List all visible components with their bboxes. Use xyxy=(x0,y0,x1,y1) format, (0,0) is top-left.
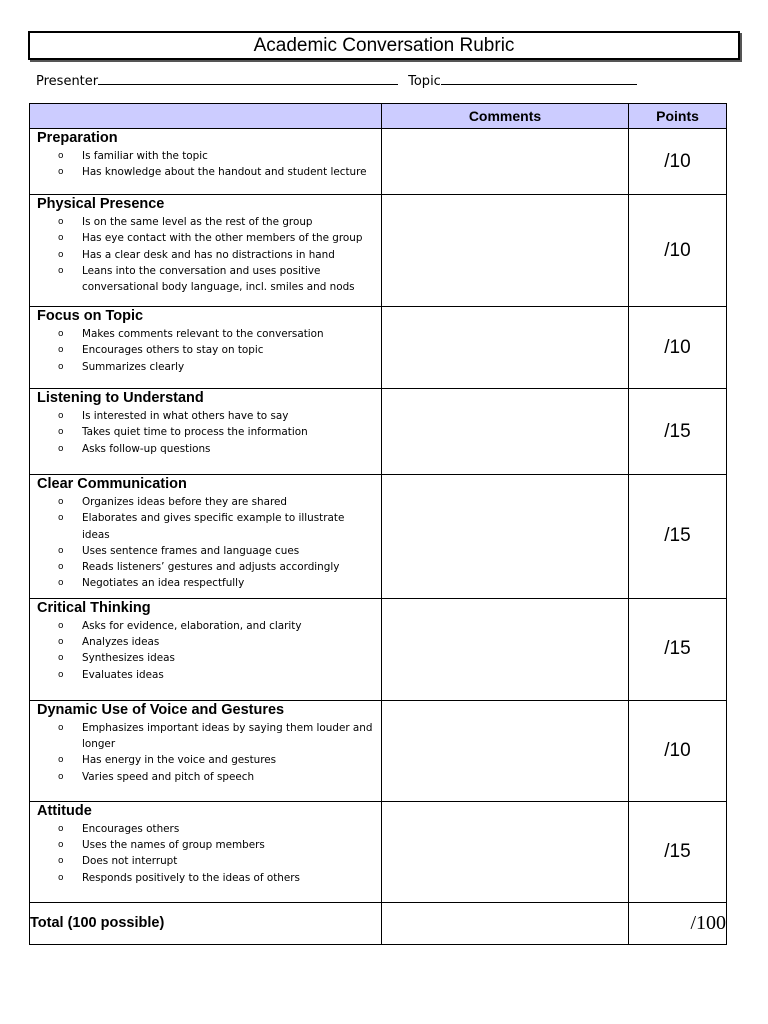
criterion-item xyxy=(30,510,381,543)
criterion-item xyxy=(30,837,381,853)
hollow-bullet-icon: o xyxy=(58,217,64,227)
criterion-item xyxy=(30,769,381,785)
total-comments-cell[interactable] xyxy=(382,902,629,944)
criterion-item-text: Has eye contact with the other members of the group xyxy=(82,232,363,245)
criterion-item-text: Is interested in what others have to say xyxy=(82,410,289,422)
points-cell: /15 xyxy=(629,598,727,700)
criterion-item-text: Does not interrupt xyxy=(82,855,178,868)
criterion-item xyxy=(30,408,381,424)
criterion-item xyxy=(30,263,381,296)
criterion-item-text: Reads listeners’ gestures and adjusts accordingly xyxy=(82,561,340,574)
criterion-item-text: Organizes ideas before they are shared xyxy=(82,496,287,508)
criterion-cell xyxy=(30,475,382,599)
total-label: Total (100 possible) xyxy=(30,902,382,944)
criterion-item xyxy=(30,424,381,440)
comments-cell[interactable] xyxy=(382,307,629,389)
criterion-item-text: Is familiar with the topic xyxy=(82,150,208,162)
hollow-bullet-icon: o xyxy=(58,562,64,573)
hollow-bullet-icon: o xyxy=(58,329,64,339)
presenter-label: Presenter xyxy=(36,74,99,89)
criterion-item-text: Leans into the conversation and uses positive conversational body language, incl. smiles and nods xyxy=(82,264,355,294)
criterion-item xyxy=(30,821,381,837)
document-title: Academic Conversation Rubric xyxy=(28,31,740,60)
hollow-bullet-icon: o xyxy=(58,856,64,867)
comments-cell[interactable] xyxy=(382,475,629,599)
criterion-cell xyxy=(30,129,382,195)
hollow-bullet-icon: o xyxy=(58,265,64,276)
comments-cell[interactable] xyxy=(382,700,629,801)
hollow-bullet-icon: o xyxy=(58,411,64,421)
criterion-items xyxy=(30,720,381,785)
hollow-bullet-icon: o xyxy=(58,722,64,733)
hollow-bullet-icon: o xyxy=(58,653,64,664)
criterion-item-text: Uses the names of group members xyxy=(82,839,265,852)
criterion-item-text: Has a clear desk and has no distractions in hand xyxy=(82,248,335,261)
criterion-items xyxy=(30,408,381,457)
comments-cell[interactable] xyxy=(382,801,629,902)
criterion-item-text: Makes comments relevant to the conversation xyxy=(82,328,324,340)
criterion-item-text: Asks follow-up questions xyxy=(82,442,211,455)
points-cell: /10 xyxy=(629,129,727,195)
criterion-item-text: Summarizes clearly xyxy=(82,360,185,373)
criterion-item-text: Synthesizes ideas xyxy=(82,652,175,665)
hollow-bullet-icon: o xyxy=(58,249,64,260)
criterion-item-text: Takes quiet time to process the information xyxy=(82,426,308,439)
criterion-item-text: Encourages others to stay on topic xyxy=(82,344,264,357)
hollow-bullet-icon: o xyxy=(58,233,64,244)
criterion-row xyxy=(30,700,727,801)
rubric-body xyxy=(30,129,727,903)
criterion-item-text: Analyzes ideas xyxy=(82,636,160,649)
criterion-item xyxy=(30,752,381,768)
criterion-name: Attitude xyxy=(37,802,92,819)
comments-header: Comments xyxy=(382,104,629,129)
criterion-row xyxy=(30,129,727,195)
criterion-name: Focus on Topic xyxy=(37,308,144,324)
hollow-bullet-icon: o xyxy=(58,669,64,680)
hollow-bullet-icon: o xyxy=(58,345,64,356)
criterion-item xyxy=(30,214,381,230)
points-cell: /15 xyxy=(629,475,727,599)
criterion-item xyxy=(30,543,381,559)
hollow-bullet-icon: o xyxy=(58,771,64,782)
header-row xyxy=(30,104,727,129)
points-cell: /15 xyxy=(629,389,727,475)
criterion-items xyxy=(30,326,381,375)
criterion-item xyxy=(30,618,381,634)
total-row xyxy=(30,902,727,944)
hollow-bullet-icon: o xyxy=(58,151,64,161)
hollow-bullet-icon: o xyxy=(58,167,64,178)
criterion-item-text: Varies speed and pitch of speech xyxy=(82,770,255,783)
criterion-item xyxy=(30,650,381,666)
hollow-bullet-icon: o xyxy=(58,361,64,372)
criterion-row xyxy=(30,475,727,599)
criterion-item xyxy=(30,559,381,575)
criterion-name: Dynamic Use of Voice and Gestures xyxy=(37,701,285,718)
criterion-name: Critical Thinking xyxy=(37,599,151,616)
hollow-bullet-icon: o xyxy=(58,545,64,556)
criterion-row xyxy=(30,389,727,475)
hollow-bullet-icon: o xyxy=(58,840,64,851)
criterion-row xyxy=(30,801,727,902)
hollow-bullet-icon: o xyxy=(58,872,64,883)
hollow-bullet-icon: o xyxy=(58,637,64,648)
criterion-name: Clear Communication xyxy=(37,476,187,492)
criterion-item-text: Encourages others xyxy=(82,822,180,835)
criterion-item-text: Emphasizes important ideas by saying them louder and longer xyxy=(82,721,373,751)
criterion-cell xyxy=(30,598,382,700)
hollow-bullet-icon: o xyxy=(58,578,64,589)
criterion-item xyxy=(30,720,381,753)
criterion-name: Physical Presence xyxy=(37,196,165,212)
hollow-bullet-icon: o xyxy=(58,497,64,507)
criterion-item-text: Negotiates an idea respectfully xyxy=(82,577,245,590)
criterion-items xyxy=(30,618,381,683)
criterion-item xyxy=(30,870,381,886)
criterion-items xyxy=(30,214,381,295)
criterion-item xyxy=(30,247,381,263)
hollow-bullet-icon: o xyxy=(58,513,64,524)
criterion-item xyxy=(30,164,381,180)
criterion-row xyxy=(30,307,727,389)
criterion-item xyxy=(30,575,381,591)
criterion-item xyxy=(30,853,381,869)
criterion-name: Preparation xyxy=(37,130,118,146)
criterion-item-text: Responds positively to the ideas of others xyxy=(82,871,300,884)
criterion-item xyxy=(30,342,381,358)
criterion-items xyxy=(30,821,381,886)
criterion-item xyxy=(30,359,381,375)
points-cell: /10 xyxy=(629,307,727,389)
points-cell: /10 xyxy=(629,195,727,307)
points-header: Points xyxy=(629,104,727,129)
criterion-item xyxy=(30,441,381,457)
criterion-item xyxy=(30,634,381,650)
hollow-bullet-icon: o xyxy=(58,427,64,438)
topic-label: Topic xyxy=(408,74,441,89)
criterion-item xyxy=(30,667,381,683)
criterion-item xyxy=(30,230,381,246)
criterion-item-text: Uses sentence frames and language cues xyxy=(82,544,300,557)
hollow-bullet-icon: o xyxy=(58,620,64,631)
criterion-cell xyxy=(30,389,382,475)
criterion-cell xyxy=(30,307,382,389)
criterion-cell xyxy=(30,700,382,801)
criterion-row xyxy=(30,598,727,700)
criterion-items xyxy=(30,148,381,181)
criteria-header xyxy=(30,104,382,129)
criterion-item xyxy=(30,326,381,342)
criterion-item-text: Asks for evidence, elaboration, and clarity xyxy=(82,619,302,632)
criterion-item-text: Has knowledge about the handout and student lecture xyxy=(82,166,367,179)
criterion-item-text: Evaluates ideas xyxy=(82,668,164,681)
topic-blank[interactable] xyxy=(441,71,637,85)
presenter-blank[interactable] xyxy=(98,71,398,85)
criterion-item-text: Is on the same level as the rest of the group xyxy=(82,216,313,228)
criterion-item xyxy=(30,494,381,510)
points-cell: /15 xyxy=(629,801,727,902)
criterion-cell xyxy=(30,801,382,902)
hollow-bullet-icon: o xyxy=(58,823,64,834)
comments-cell[interactable] xyxy=(382,129,629,195)
criterion-items xyxy=(30,494,381,592)
criterion-cell xyxy=(30,195,382,307)
comments-cell[interactable] xyxy=(382,598,629,700)
criterion-row xyxy=(30,195,727,307)
total-points: /100 xyxy=(629,902,727,944)
comments-cell[interactable] xyxy=(382,389,629,475)
criterion-item-text: Has energy in the voice and gestures xyxy=(82,754,277,767)
comments-cell[interactable] xyxy=(382,195,629,307)
rubric-table xyxy=(29,103,727,945)
criterion-name: Listening to Understand xyxy=(37,390,204,406)
hollow-bullet-icon: o xyxy=(58,755,64,766)
presenter-topic-line xyxy=(36,71,637,90)
criterion-item xyxy=(30,148,381,164)
criterion-item-text: Elaborates and gives specific example to illustrate ideas xyxy=(82,512,345,541)
hollow-bullet-icon: o xyxy=(58,443,64,454)
points-cell: /10 xyxy=(629,700,727,801)
